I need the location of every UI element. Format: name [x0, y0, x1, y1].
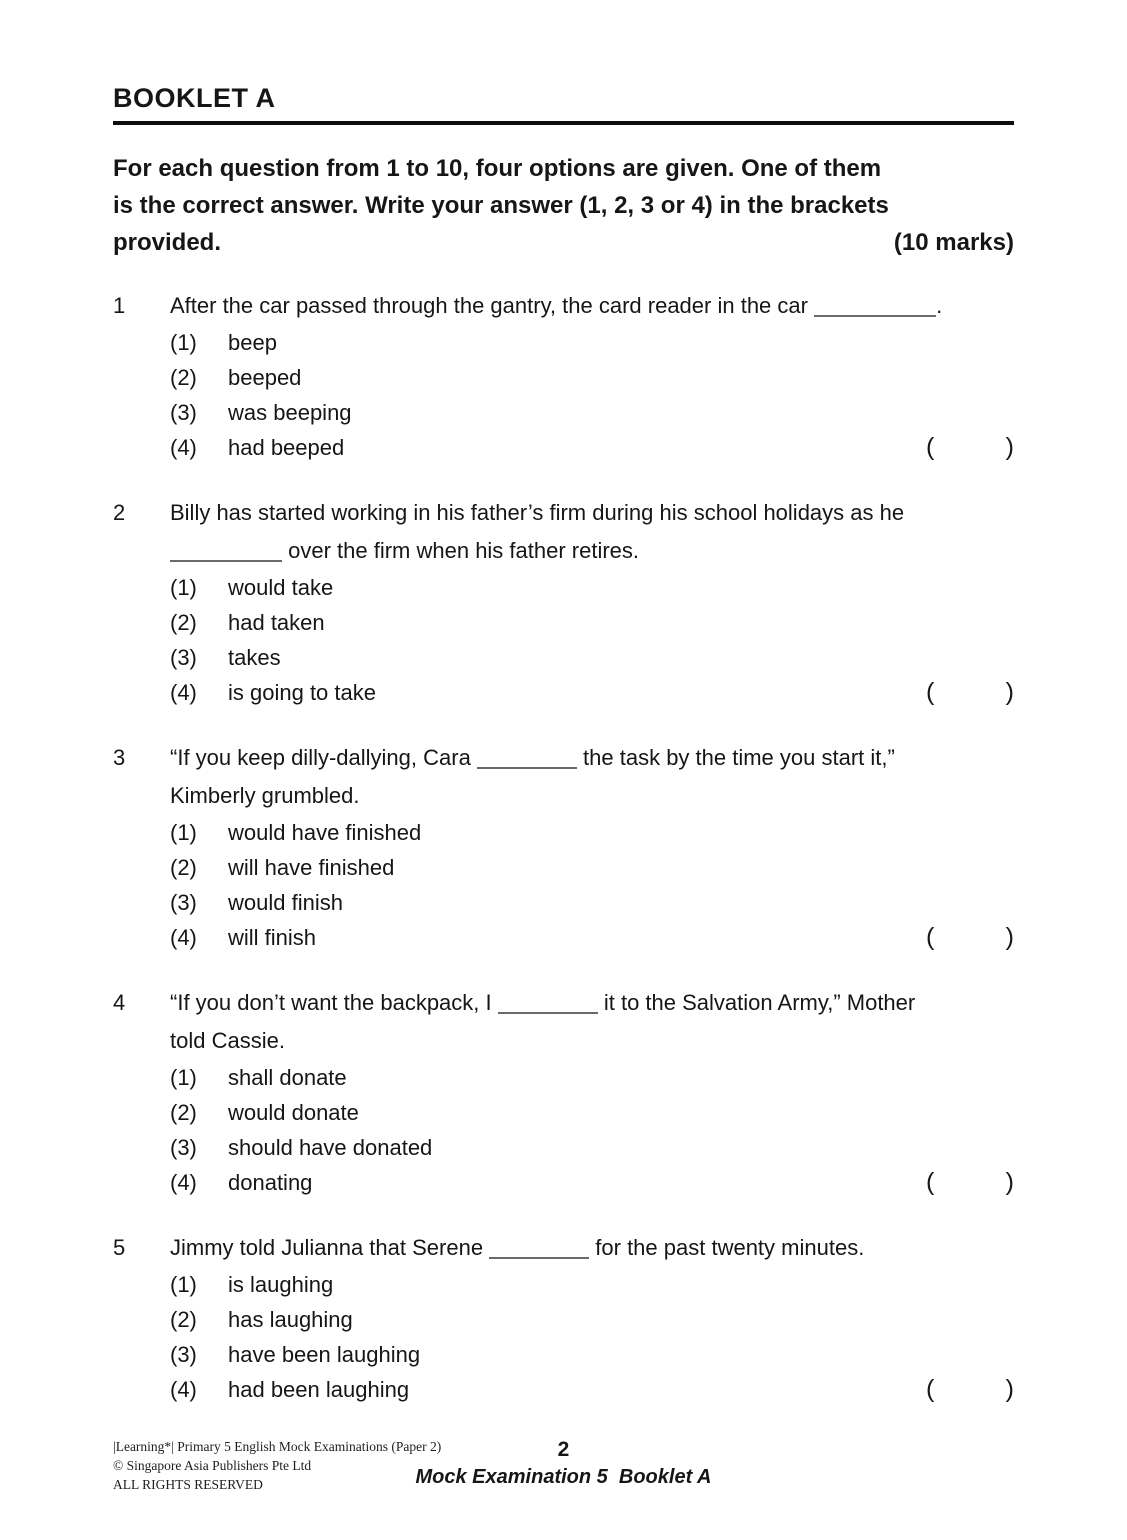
- option-label: (4): [170, 1170, 197, 1195]
- instructions-line: provided.: [113, 229, 222, 256]
- open-bracket: (: [926, 1168, 935, 1196]
- question-text: [170, 739, 1014, 777]
- question-text: [170, 984, 1014, 1022]
- question-text-segment: Billy has started working in his father’s firm during his school holidays as he: [170, 500, 905, 525]
- option-list: [170, 1060, 1014, 1200]
- imprint-publisher: © Singapore Asia Publishers Pte Ltd: [113, 1458, 312, 1473]
- option-label: (4): [170, 1377, 197, 1402]
- option-label: (4): [170, 680, 197, 705]
- option-row: [170, 395, 1014, 430]
- option-text: would take: [228, 575, 334, 600]
- option-text: had taken: [228, 610, 325, 635]
- question-item: [113, 1229, 1014, 1407]
- option-row: [170, 1337, 1014, 1372]
- question-text-segment: After the car passed through the gantry, the card reader in the car: [170, 293, 815, 318]
- option-list: [170, 570, 1014, 710]
- question-text: [170, 532, 1014, 570]
- close-bracket: ): [1005, 923, 1014, 951]
- instructions: [113, 150, 1014, 261]
- answer-brackets: [926, 430, 1014, 465]
- answer-brackets: [926, 1372, 1014, 1407]
- imprint-series: |Learning*| Primary 5 English Mock Examinations (Paper 2): [113, 1439, 442, 1454]
- option-row: [170, 1372, 1014, 1407]
- answer-brackets: [926, 1165, 1014, 1200]
- option-text: is laughing: [228, 1272, 334, 1297]
- option-row: [170, 1165, 1014, 1200]
- question-number: 5: [113, 1235, 126, 1260]
- question-text-segment: for the past twenty minutes.: [589, 1235, 865, 1260]
- option-row: [170, 605, 1014, 640]
- option-label: (2): [170, 1307, 197, 1332]
- option-list: [170, 325, 1014, 465]
- option-row: [170, 920, 1014, 955]
- option-label: (3): [170, 400, 197, 425]
- answer-blank: [477, 747, 577, 769]
- option-text: donating: [228, 1170, 313, 1195]
- option-label: (4): [170, 435, 197, 460]
- answer-brackets: [926, 920, 1014, 955]
- option-list: [170, 815, 1014, 955]
- option-row: [170, 1267, 1014, 1302]
- question-text-segment: “If you don’t want the backpack, I: [170, 990, 498, 1015]
- question-item: [113, 287, 1014, 465]
- option-text: will have finished: [228, 855, 395, 880]
- option-label: (2): [170, 1100, 197, 1125]
- question-text: [170, 494, 1014, 532]
- question-text: [170, 287, 1014, 325]
- option-text: would have finished: [228, 820, 422, 845]
- option-text: have been laughing: [228, 1342, 421, 1367]
- option-text: shall donate: [228, 1065, 347, 1090]
- question-text: [170, 1229, 1014, 1267]
- option-row: [170, 675, 1014, 710]
- question-item: [113, 739, 1014, 955]
- option-label: (3): [170, 890, 197, 915]
- question-text-segment: the task by the time you start it,”: [576, 745, 895, 770]
- option-text: beep: [228, 330, 277, 355]
- close-bracket: ): [1005, 433, 1014, 461]
- open-bracket: (: [926, 1375, 935, 1403]
- option-row: [170, 1302, 1014, 1337]
- answer-blank: [489, 1237, 589, 1259]
- instructions-line: is the correct answer. Write your answer (1, 2, 3 or 4) in the brackets: [113, 192, 889, 219]
- page-number: 2: [557, 1438, 570, 1461]
- question-number: 3: [113, 745, 126, 770]
- question-number: 4: [113, 990, 126, 1015]
- question-text-segment: “If you keep dilly-dallying, Cara: [170, 745, 477, 770]
- option-row: [170, 640, 1014, 675]
- option-row: [170, 325, 1014, 360]
- option-label: (1): [170, 575, 197, 600]
- answer-brackets: [926, 675, 1014, 710]
- question-number: 1: [113, 293, 126, 318]
- option-text: would finish: [228, 890, 343, 915]
- option-row: [170, 430, 1014, 465]
- question-list: [113, 287, 1014, 1407]
- option-row: [170, 850, 1014, 885]
- option-text: takes: [228, 645, 281, 670]
- option-label: (2): [170, 610, 197, 635]
- option-row: [170, 1060, 1014, 1095]
- answer-blank: [814, 295, 936, 317]
- option-label: (1): [170, 820, 197, 845]
- close-bracket: ): [1005, 1375, 1014, 1403]
- option-row: [170, 815, 1014, 850]
- question-item: [113, 984, 1014, 1200]
- option-text: beeped: [228, 365, 302, 390]
- question-text-segment: told Cassie.: [170, 1028, 285, 1053]
- page-title: BOOKLET A: [113, 83, 276, 113]
- option-label: (3): [170, 1342, 197, 1367]
- question-text: [170, 777, 1014, 815]
- answer-blank: [498, 992, 598, 1014]
- question-text-segment: Jimmy told Julianna that Serene: [170, 1235, 490, 1260]
- close-bracket: ): [1005, 1168, 1014, 1196]
- option-label: (2): [170, 855, 197, 880]
- close-bracket: ): [1005, 678, 1014, 706]
- option-list: [170, 1267, 1014, 1407]
- instructions-line: For each question from 1 to 10, four options are given. One of them: [113, 155, 882, 182]
- option-text: will finish: [228, 925, 317, 950]
- question-item: [113, 494, 1014, 710]
- option-text: had beeped: [228, 435, 345, 460]
- open-bracket: (: [926, 678, 935, 706]
- option-row: [170, 570, 1014, 605]
- imprint-rights: ALL RIGHTS RESERVED: [113, 1477, 263, 1492]
- option-text: was beeping: [228, 400, 352, 425]
- footer-booklet-label: Mock Examination 5 Booklet A: [415, 1466, 712, 1488]
- question-text-segment: .: [936, 293, 943, 318]
- option-label: (3): [170, 1135, 197, 1160]
- question-text: [170, 1022, 1014, 1060]
- option-label: (2): [170, 365, 197, 390]
- answer-blank: [170, 540, 282, 562]
- open-bracket: (: [926, 923, 935, 951]
- title-rule: [113, 121, 1014, 125]
- option-row: [170, 885, 1014, 920]
- option-label: (1): [170, 1272, 197, 1297]
- option-text: should have donated: [228, 1135, 433, 1160]
- option-row: [170, 1130, 1014, 1165]
- option-text: has laughing: [228, 1307, 353, 1332]
- question-text-segment: it to the Salvation Army,” Mother: [597, 990, 916, 1015]
- page-footer: [113, 1437, 1014, 1507]
- option-label: (1): [170, 330, 197, 355]
- option-label: (3): [170, 645, 197, 670]
- question-text-segment: Kimberly grumbled.: [170, 783, 360, 808]
- question-number: 2: [113, 500, 126, 525]
- option-row: [170, 360, 1014, 395]
- option-row: [170, 1095, 1014, 1130]
- option-text: would donate: [228, 1100, 359, 1125]
- footer-center: [113, 1437, 1014, 1489]
- open-bracket: (: [926, 433, 935, 461]
- marks-label: (10 marks): [893, 229, 1014, 256]
- option-label: (1): [170, 1065, 197, 1090]
- question-text-segment: over the firm when his father retires.: [282, 538, 640, 563]
- option-text: had been laughing: [228, 1377, 410, 1402]
- option-label: (4): [170, 925, 197, 950]
- option-text: is going to take: [228, 680, 376, 705]
